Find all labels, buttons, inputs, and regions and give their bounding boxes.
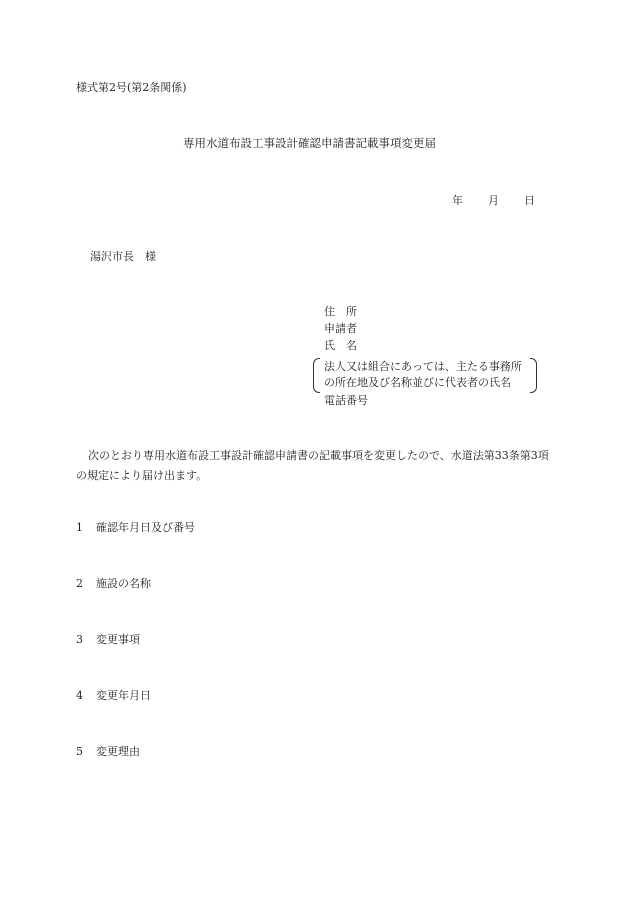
item-change-reason [76,746,140,757]
item-number: 2 [76,577,83,590]
document-title: 専用水道布設工事設計確認申請書記載事項変更届 [183,136,436,150]
addressee: 湯沢市長 様 [90,250,156,263]
item-label: 施設の名称 [96,577,151,590]
item-number: 1 [76,521,83,534]
date-month: 月 [488,194,499,207]
name-label: 氏 名 [324,339,357,352]
item-number: 4 [76,689,83,702]
corporation-note-line1: 法人又は組合にあっては、主たる事務所 [324,360,522,373]
item-change-matters [76,634,140,645]
item-label: 変更事項 [96,633,140,646]
date-year: 年 [452,194,463,207]
statement-text: 次のとおり専用水道布設工事設計確認申請書の記載事項を変更したので、水道法第33条第3項の規定により届け出ます。 [76,449,549,482]
date-day: 日 [524,194,535,207]
item-label: 確認年月日及び番号 [96,521,195,534]
form-number: 様式第2号(第2条関係) [76,81,187,94]
corporation-note [312,358,534,393]
item-facility-name [76,578,151,589]
item-change-date [76,690,151,701]
phone-label: 電話番号 [324,394,368,407]
address-label: 住 所 [324,305,357,318]
applicant-label: 申請者 [324,322,357,335]
date-line [452,195,535,206]
applicant-block [312,306,534,412]
corporation-note-line2: の所在地及び名称並びに代表者の氏名 [324,376,511,389]
item-number: 3 [76,633,83,646]
item-label: 変更年月日 [96,689,151,702]
item-number: 5 [76,745,83,758]
item-confirmation-date-number [76,522,195,533]
item-label: 変更理由 [96,745,140,758]
